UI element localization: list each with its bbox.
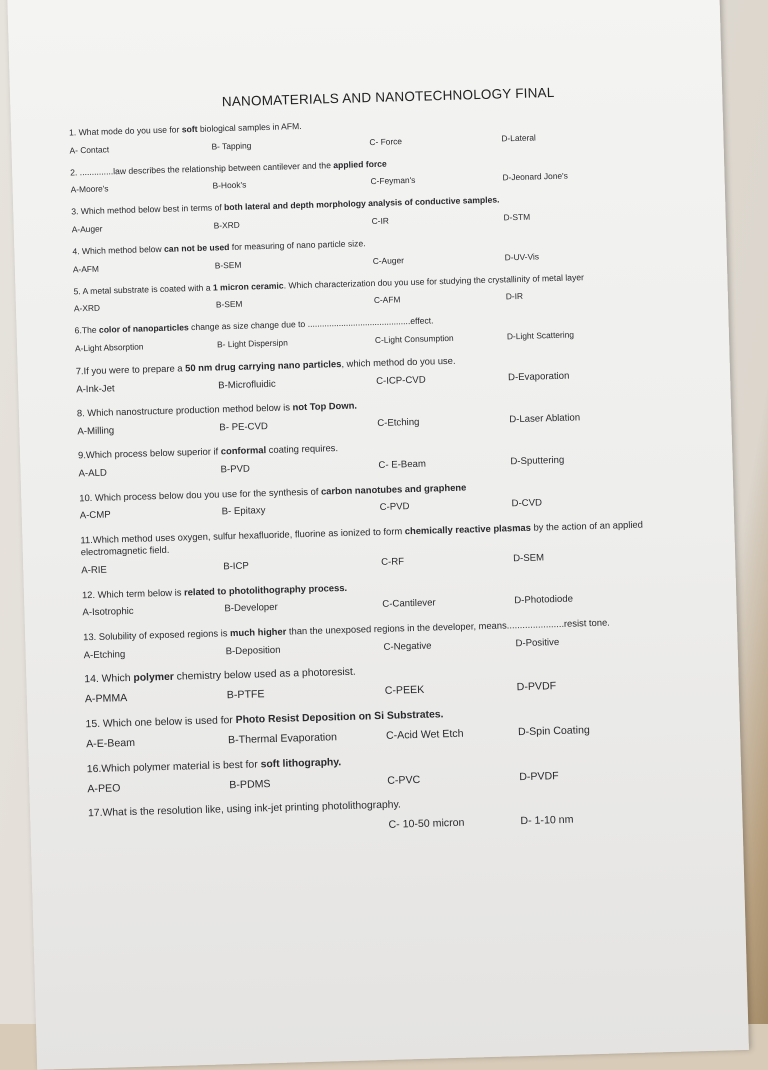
question-prefix: 2. ..............law describes the relationship between cantilever and the [70,160,333,177]
question-prefix: 1. What mode do you use for [69,124,182,137]
exam-title: NANOMATERIALS AND NANOTECHNOLOGY FINAL [68,81,708,114]
answer-option: C-AFM [374,292,506,306]
answer-option: C-Acid Wet Etch [386,726,518,742]
question-prefix: 7.If you were to prepare a [76,362,186,376]
question-prefix: 5. A metal substrate is coated with a [73,282,213,296]
question-emphasis: can not be used [164,242,230,254]
question-emphasis: 1 micron ceramic [213,280,284,292]
answer-option: A-E-Beam [86,734,228,751]
answer-option: B-PVD [220,460,378,476]
answer-option: A-Isotrophic [82,604,224,619]
question-emphasis: applied force [333,158,387,169]
question-prefix: 3. Which method below best in terms of [71,203,224,217]
question-suffix: , which method do you use. [341,355,455,369]
answer-option: D-PVDF [519,767,669,784]
answer-option: B-PDMS [229,774,387,791]
answer-option: B- Light Dispersipn [217,335,375,349]
question-emphasis: color of nanoparticles [99,323,189,336]
answer-option: C-PVD [380,499,512,514]
answer-option: A-Auger [72,220,214,234]
answer-option: C- Force [369,133,501,147]
answer-option: B-Thermal Evaporation [228,730,386,747]
answer-option: D-Positive [515,634,665,650]
answer-option: C-Cantilever [382,596,514,611]
answer-option: B-ICP [223,557,381,573]
answer-option: B-PTFE [227,685,385,702]
question-suffix: by the action of an applied electromagnetic field. [81,518,643,557]
question-suffix: than the unexposed regions in the developer, means......................resist tone. [286,616,610,636]
answer-option: B-SEM [216,295,374,309]
question-prefix: 9.Which process below superior if [78,446,221,461]
question-emphasis: much higher [230,625,287,638]
answer-option: B- Epitaxy [222,502,380,518]
answer-option: D-Evaporation [508,368,658,384]
answer-option: D-Laser Ablation [509,410,659,426]
answer-option: A-PEO [87,779,229,796]
answer-option: C-PEEK [385,681,517,697]
answer-option: B-Deposition [225,641,383,657]
answer-option: C- 10-50 micron [388,815,520,831]
answer-option: B-Hook's [212,176,370,190]
answer-option: C- E-Beam [378,456,510,471]
answer-option [230,819,388,836]
question-emphasis: conformal [221,445,267,457]
answer-option: B- Tapping [211,137,369,151]
exam-paper [7,0,749,1070]
question-emphasis: soft [182,124,198,134]
question-prefix: 17.What is the resolution like, using ink-jet printing photolithography. [88,800,401,820]
question-suffix: biological samples in AFM. [197,121,301,134]
answer-option: C-ICP-CVD [376,372,508,387]
question-prefix: 10. Which process below dou you use for the synthesis of [79,485,321,503]
answer-option: D-Jeonard Jone's [502,168,652,182]
answer-option: D-PVDF [517,677,667,694]
question-suffix: for measuring of nano particle size. [229,238,365,252]
question-suffix: . Which characterization dou you use for studying the crystallinity of metal layer [283,272,584,290]
answer-option: A-ALD [78,464,220,479]
answer-option: B- PE-CVD [219,418,377,434]
answer-option: C-Light Consumption [375,331,507,345]
question-emphasis: chemically reactive plasmas [405,522,531,537]
question-suffix: change as size change due to ...........................................effect. [189,316,434,333]
question-prefix: 15. Which one below is used for [85,715,235,730]
answer-option: B-XRD [214,216,372,230]
answer-option: A-CMP [80,507,222,522]
question-prefix: 16.Which polymer material is best for [87,759,261,775]
question-emphasis: not Top Down. [292,400,357,413]
answer-option: C-Negative [383,638,515,653]
answer-option: D-SEM [513,549,663,565]
answer-option: C-RF [381,553,513,568]
answer-option: A-AFM [73,260,215,274]
question-prefix: 8. Which nanostructure production method below is [77,402,293,419]
question-prefix: 13. Solubility of exposed regions is [83,627,230,642]
exam-content [68,81,729,853]
question-suffix: chemistry below used as a photoresist. [174,667,356,683]
answer-option: A-XRD [74,300,216,314]
answer-option: A-PMMA [85,689,227,706]
question-emphasis: carbon nanotubes and graphene [321,481,467,496]
answer-option: C-Feyman's [370,173,502,187]
answer-option: D-Photodiode [514,591,664,607]
answer-option: D-CVD [511,494,661,510]
answer-option: A-Milling [77,422,219,437]
answer-option: C-Auger [373,252,505,266]
answer-option: A-RIE [81,561,223,576]
answer-option: D-STM [503,208,653,222]
question-emphasis: both lateral and depth morphology analysis of conductive samples. [224,195,500,213]
answer-option: D-Spin Coating [518,722,668,739]
answer-option: A-Ink-Jet [76,380,218,395]
answer-option: A- Contact [69,141,211,155]
answer-option: D-IR [506,287,656,301]
question-list [69,110,729,841]
answer-option: B-Microfluidic [218,376,376,392]
answer-option: C-IR [372,212,504,226]
answer-option: C-PVC [387,771,519,787]
question-emphasis: 50 nm drug carrying nano particles [185,358,342,373]
answer-option: B-SEM [215,256,373,270]
answer-option: A-Light Absorption [75,339,217,353]
answer-option: D-Light Scattering [507,327,657,341]
answer-option: C-Etching [377,414,509,429]
question-emphasis: Photo Resist Deposition on Si Substrates. [236,709,444,726]
answer-option: B-Developer [224,599,382,615]
question-emphasis: polymer [133,672,174,684]
question-suffix: coating requires. [266,442,338,455]
question-prefix: 6.The [74,325,99,336]
question-prefix: 14. Which [84,673,133,685]
question-prefix: 11.Which method uses oxygen, sulfur hexafluoride, fluorine as ionized to form [80,525,405,545]
question-emphasis: related to photolithography process. [184,582,347,598]
answer-option: D-Lateral [501,129,651,143]
answer-option: A-Moore's [71,181,213,195]
question-prefix: 4. Which method below [72,244,164,257]
answer-option: D-Sputtering [510,452,660,468]
answer-option: D- 1-10 nm [520,811,670,828]
question-prefix: 12. Which term below is [82,586,184,600]
answer-option [88,824,230,841]
question-emphasis: soft lithography. [260,757,341,770]
answer-option: A-Etching [84,646,226,661]
answer-option: D-UV-Vis [505,248,655,262]
